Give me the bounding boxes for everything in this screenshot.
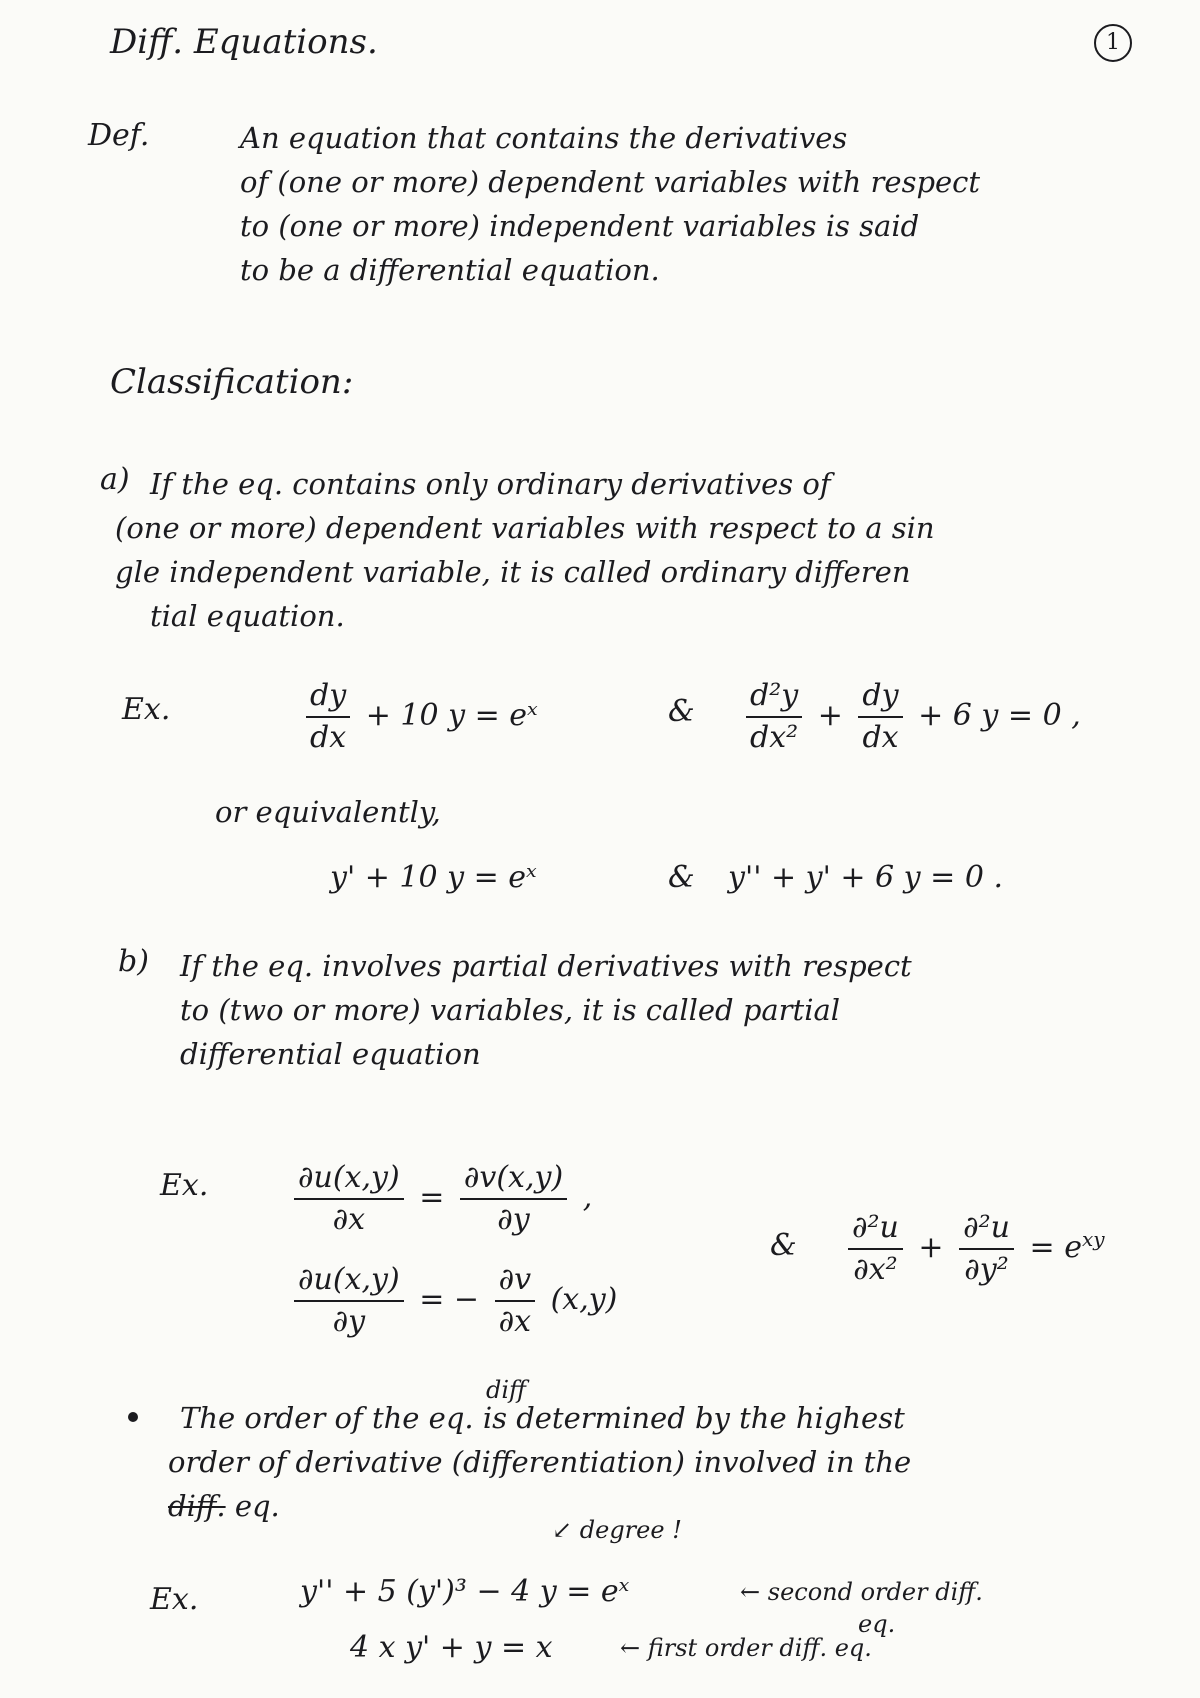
order-note-text-cont: [168, 1440, 1188, 1528]
definition-line: to (one or more) independent variables is said: [240, 209, 920, 243]
fraction-dv-dy: $\frac{\partial v(x,y)}{\partial y}$: [460, 1160, 567, 1238]
part-b-line: to (two or more) variables, it is called partial: [180, 993, 841, 1027]
ode-example-1-prime: y' + 10 y = eˣ: [330, 860, 537, 895]
struck-word: diff.: [168, 1489, 226, 1523]
part-a-text-cont: [115, 506, 1185, 638]
part-a-marker: a): [100, 462, 130, 497]
part-b-example-label: Ex.: [160, 1168, 209, 1203]
or-equivalently: or equivalently,: [215, 795, 441, 829]
order-note-line: order of derivative (differentiation) involved in the: [168, 1445, 912, 1479]
ampersand: &: [668, 694, 695, 729]
order-note-text: [180, 1396, 1190, 1440]
degree-note: ↙ degree !: [552, 1516, 682, 1544]
ampersand: &: [770, 1228, 797, 1263]
inserted-word-diff: diff: [486, 1376, 527, 1404]
fraction-d2y-dx2: $\frac{\text{d²y}}{\text{dx²}}$: [746, 678, 802, 756]
definition-line: to be a differential equation.: [240, 253, 660, 287]
ode-example-1: $\frac{dy}{dx}$ + 10 y = eˣ: [300, 678, 538, 756]
part-b-text: [180, 944, 1180, 1076]
page-number-badge: 1: [1094, 24, 1132, 62]
fraction-dy-dx: $\frac{dy}{dx}$: [858, 678, 902, 756]
order-example-2: 4 x y' + y = x: [350, 1630, 553, 1665]
order-note-line: The order of the eq. is determined by the highest: [180, 1401, 905, 1435]
ode-example-2: $\frac{\text{d²y}}{\text{dx²}}$ + $\frac{dy}{dx}$ + 6 y = 0 ,: [740, 678, 1081, 756]
part-a-line: (one or more) dependent variables with respect to a sin: [115, 511, 935, 545]
part-a-text: [150, 462, 1190, 506]
classification-heading: Classification:: [110, 362, 354, 402]
part-b-line: differential equation: [180, 1037, 481, 1071]
order-example-1-note: ← second order diff.: [740, 1578, 983, 1606]
fraction-d2u-dx2: $\frac{\text{∂²u}}{\text{∂x²}}$: [848, 1210, 903, 1288]
order-example-label: Ex.: [150, 1582, 199, 1617]
part-a-line: gle independent variable, it is called ordinary differen: [115, 555, 911, 589]
arrow-left-icon: ←: [740, 1578, 761, 1606]
fraction-du-dy: $\frac{\partial u(x,y)}{\partial y}$: [294, 1262, 404, 1340]
part-a-line: tial equation.: [150, 599, 345, 633]
page-title: Diff. Equations.: [110, 22, 378, 62]
order-note-line-3: diff. eq.: [168, 1489, 280, 1523]
definition-label: Def.: [88, 118, 150, 153]
pde-example-1: $\frac{\partial u(x,y)}{\partial x}$ = $\frac{\partial v(x,y)}{\partial y}$ ,: [288, 1160, 592, 1238]
order-example-2-note: ← first order diff. eq.: [620, 1634, 872, 1662]
arrow-left-icon: ←: [620, 1634, 641, 1662]
part-a-line: If the eq. contains only ordinary derivatives of: [150, 467, 831, 501]
order-example-1: y'' + 5 (y')³ − 4 y = eˣ: [300, 1574, 630, 1609]
ode-example-2-prime: y'' + y' + 6 y = 0 .: [728, 860, 1003, 895]
part-a-example-label: Ex.: [122, 692, 171, 727]
pde-example-2: $\frac{\partial u(x,y)}{\partial y}$ = − $\frac{\partial v}{\partial x}$ (x,y): [288, 1262, 617, 1340]
fraction-dy-dx: $\frac{dy}{dx}$: [306, 678, 350, 756]
bullet-dot: [128, 1412, 138, 1422]
pde-example-3: $\frac{\text{∂²u}}{\text{∂x²}}$ + $\frac{\text{∂²u}}{\text{∂y²}}$ = $e^{xy}$: [842, 1210, 1105, 1288]
arrow-icon: ↙: [552, 1516, 573, 1544]
fraction-du-dx: $\frac{\partial u(x,y)}{\partial x}$: [294, 1160, 404, 1238]
fraction-d2u-dy2: $\frac{\text{∂²u}}{\text{∂y²}}$: [959, 1210, 1014, 1288]
order-example-1-note-sub: eq.: [858, 1610, 896, 1638]
part-b-line: If the eq. involves partial derivatives with respect: [180, 949, 912, 983]
ampersand: &: [668, 860, 695, 895]
fraction-dv-dx: $\frac{\partial v}{\partial x}$: [495, 1262, 535, 1340]
definition-text: [240, 116, 1140, 292]
definition-line: An equation that contains the derivatives: [240, 121, 848, 155]
definition-line: of (one or more) dependent variables with respect: [240, 165, 981, 199]
part-b-marker: b): [118, 944, 149, 979]
